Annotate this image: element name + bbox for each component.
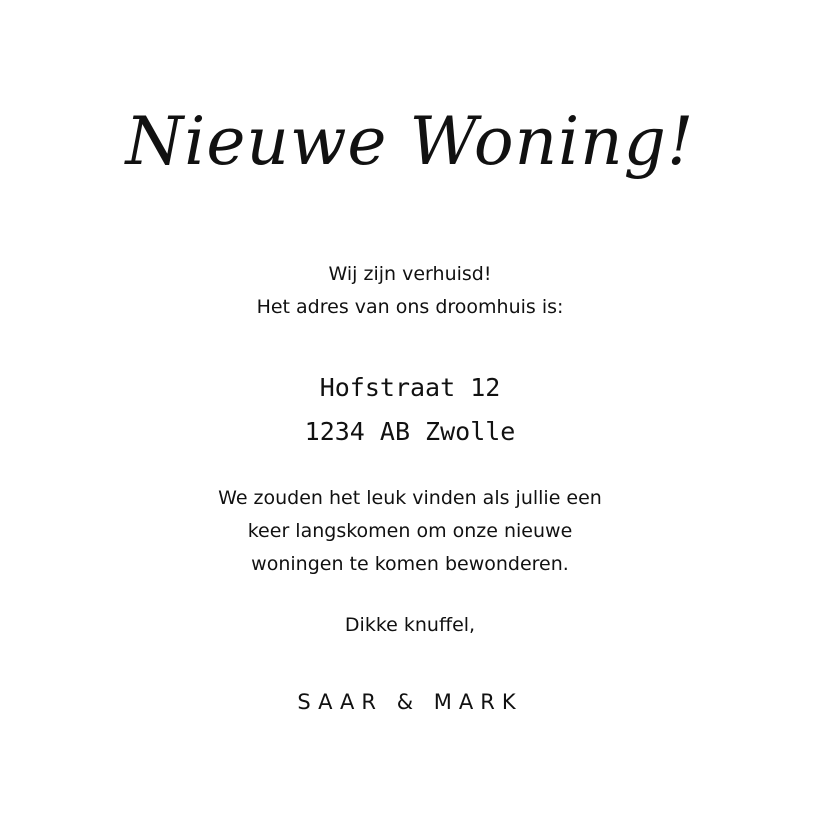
address-city: 1234 AB Zwolle <box>304 417 516 446</box>
invitation-message <box>0 482 820 581</box>
intro-line: Wij zijn verhuisd! <box>328 263 492 285</box>
address-block <box>0 366 820 454</box>
greeting-line: Dikke knuffel, <box>344 614 476 636</box>
signature: SAAR & MARK <box>297 690 523 714</box>
message-line: woningen te komen bewonderen. <box>251 553 569 575</box>
card-title: Nieuwe Woning! <box>125 103 695 180</box>
address-street: Hofstraat 12 <box>319 373 501 402</box>
intro-text <box>0 258 820 324</box>
message-line: keer langskomen om onze nieuwe <box>247 520 573 542</box>
closing-greeting <box>0 609 820 642</box>
intro-line: Het adres van ons droomhuis is: <box>256 296 564 318</box>
message-line: We zouden het leuk vinden als jullie een <box>218 487 602 509</box>
